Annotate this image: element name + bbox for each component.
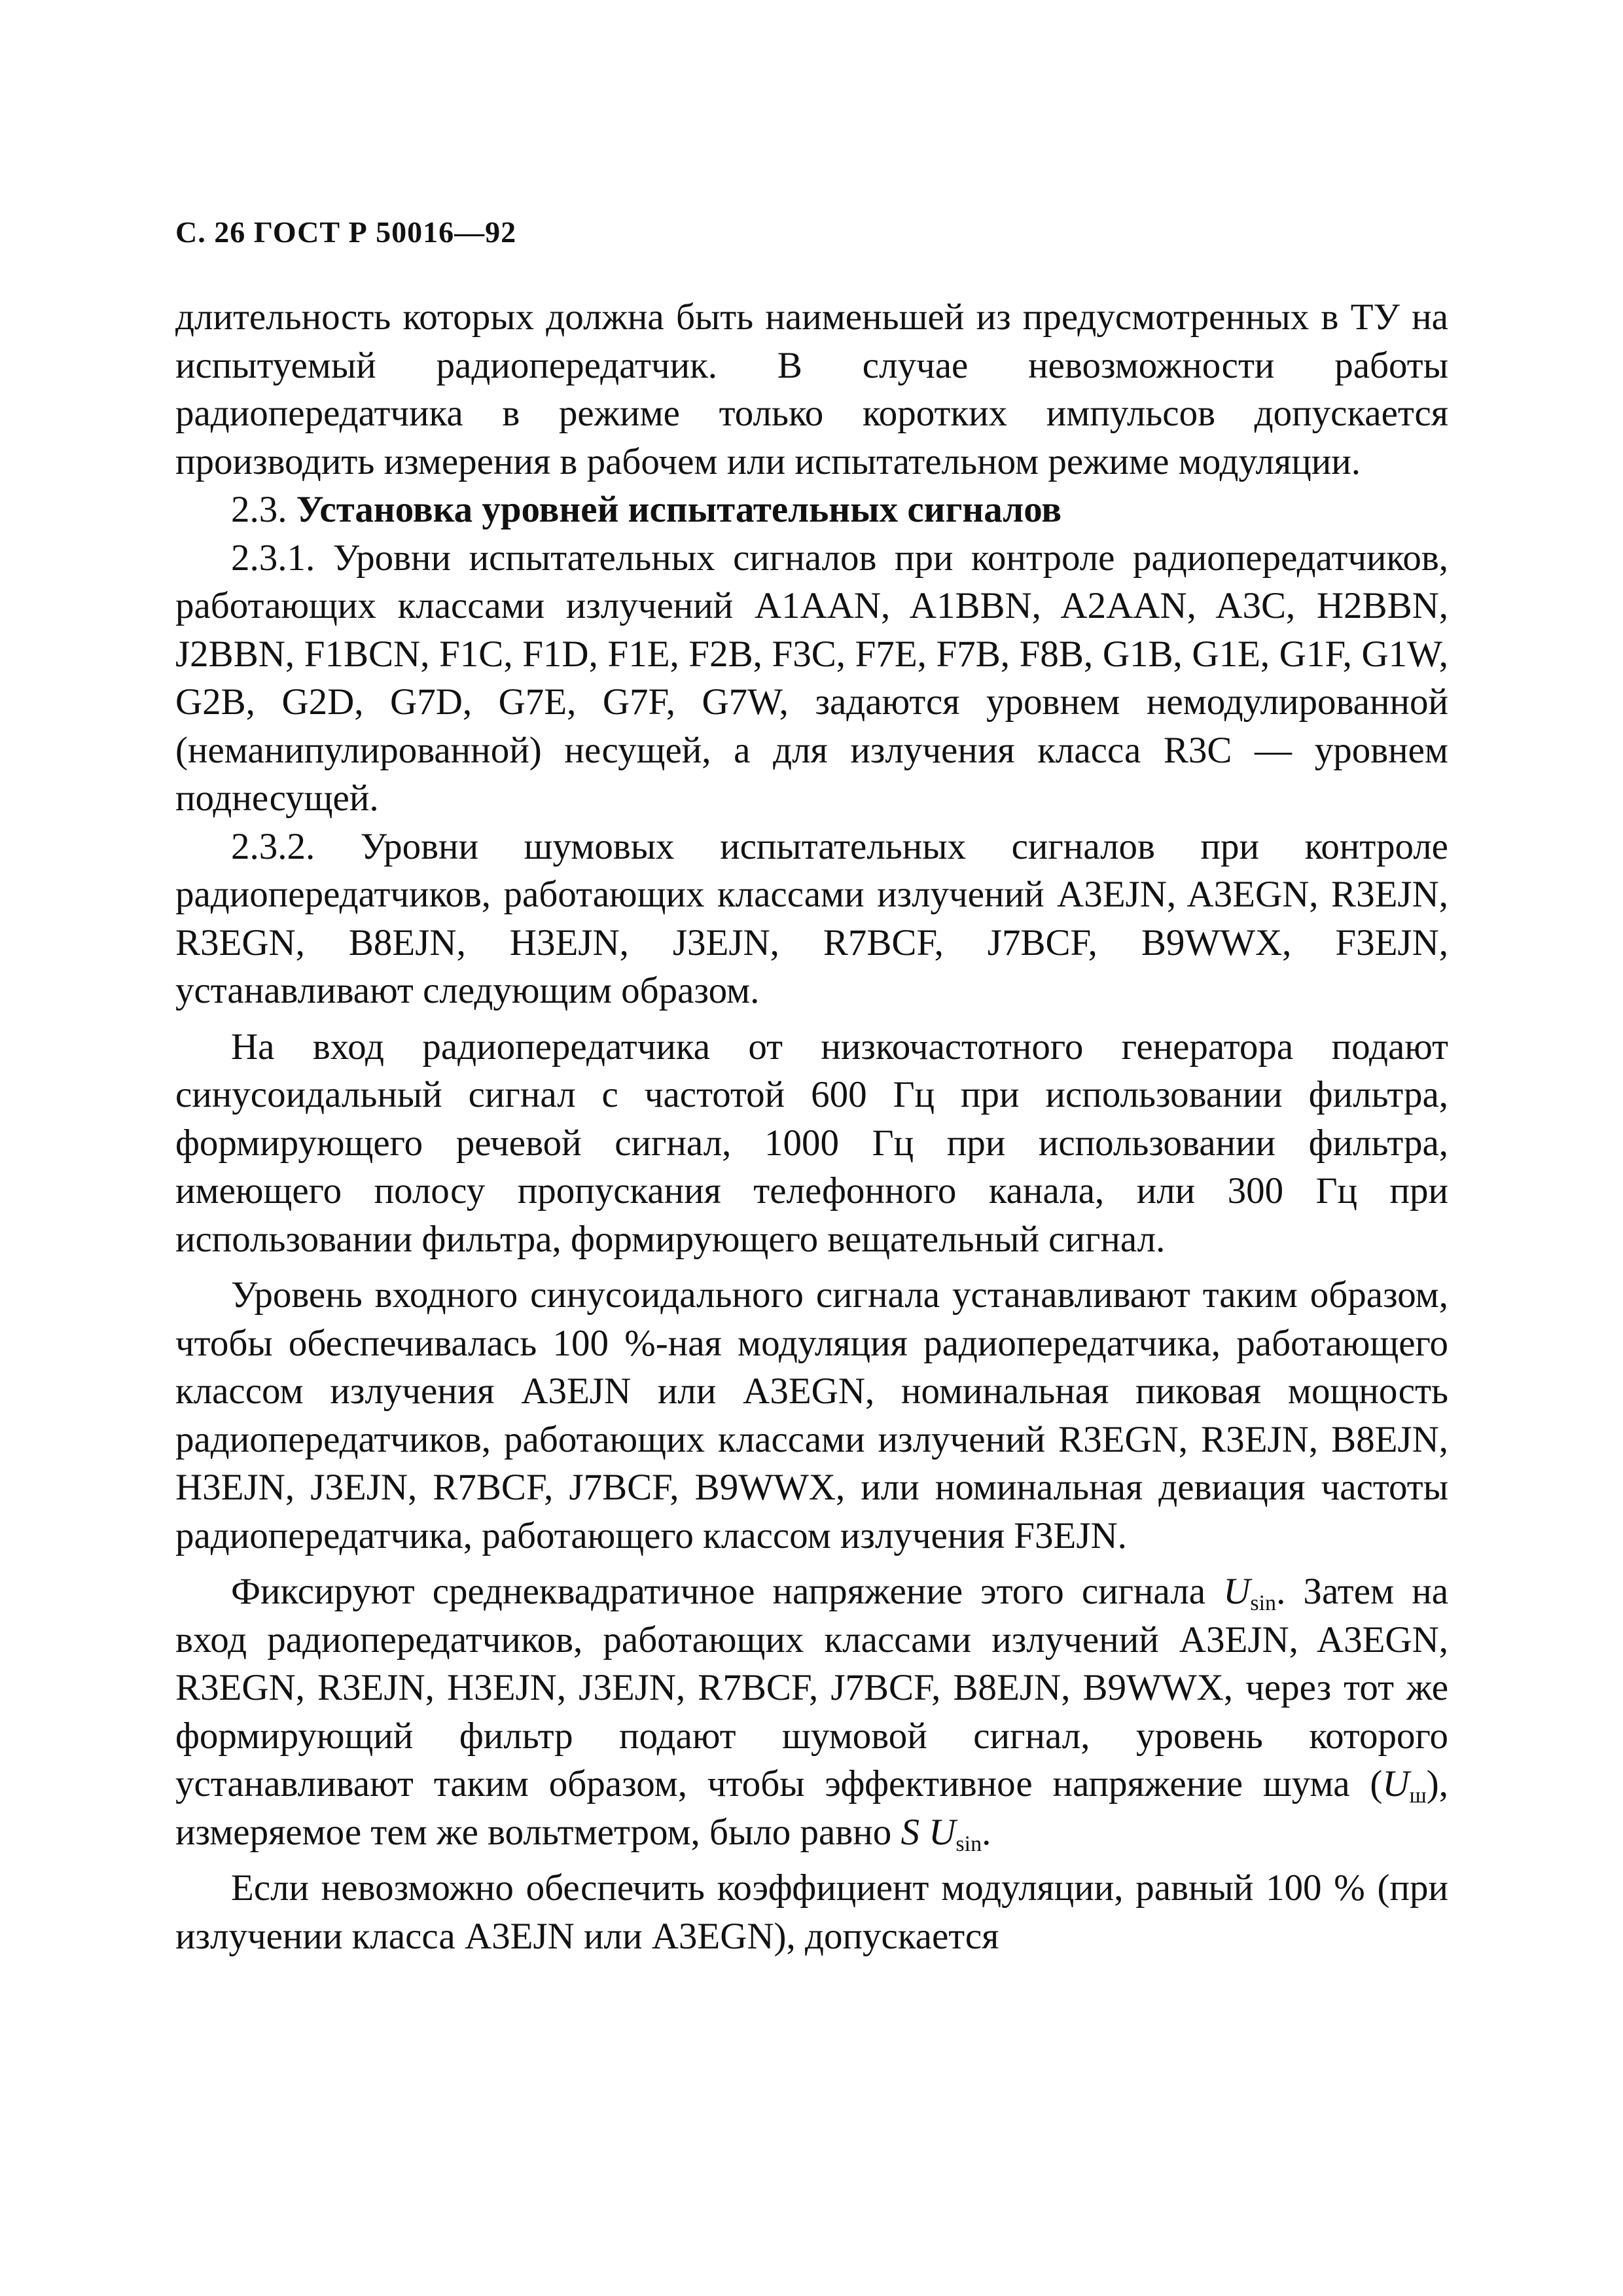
paragraph-signal-level: Уровень входного синусоидального сигнала устанавливают таким образом, чтобы обеспечивалась 100 %-ная модуляция радиопередатчика, работающего классом излучения A3EJN или A3EGN, номинальная пиковая мощность радиопередатчиков, работающих классами излучений R3EGN, R3EJN, B8EJN, H3EJN, J3EJN, R7BCF, J7BCF, B9WWX, или номинальная девиация частоты радиопередатчика, работающего классом излучения F3EJN. bbox=[175, 1274, 1448, 1556]
paragraph-fix-voltage bbox=[175, 1568, 1448, 1856]
paragraph-2-3-1: 2.3.1. Уровни испытательных сигналов при контроле радиопередатчиков, работающих классами излучений A1AAN, A1BBN, A2AAN, A3C, H2BBN, J2BBN, F1BCN, F1C, F1D, F1E, F2B, F3C, F7E, F7B, F8B, G1B, G1E, G1F, G1W, G2B, G2D, G7D, G7E, G7F, G7W, задаются уровнем немодулированной (неманипулированной) несущей, а для излучения класса R3C — уровнем поднесущей. bbox=[175, 537, 1448, 819]
u-symbol: U bbox=[1382, 1763, 1410, 1804]
fix-text-1: Фиксируют среднеквадратичное напряжение этого сигнала bbox=[231, 1571, 1224, 1612]
sh-subscript: ш bbox=[1409, 1784, 1427, 1808]
section-heading bbox=[175, 486, 1448, 534]
paragraph-2-3-2: 2.3.2. Уровни шумовых испытательных сигналов при контроле радиопередатчиков, работающих классами излучений A3EJN, A3EGN, R3EJN, R3EGN, B8EJN, H3EJN, J3EJN, R7BCF, J7BCF, B9WWX, F3EJN, устанавливают следующим образом. bbox=[175, 825, 1448, 1011]
u-symbol: U bbox=[1223, 1571, 1251, 1612]
paragraph-modulation-fallback: Если невозможно обеспечить коэффициент модуляции, равный 100 % (при излучении класса A3EJN или A3EGN), допускается bbox=[175, 1867, 1448, 1957]
section-number: 2.3. bbox=[231, 489, 287, 530]
paragraph-continuation: длительность которых должна быть наименьшей из предусмотренных в ТУ на испытуемый радиопередатчик. В случае невозможности работы радиопередатчика в режиме только коротких импульсов допускается производить измерения в рабочем или испытательном режиме модуляции. bbox=[175, 296, 1448, 482]
fix-text-2: . Затем на вход радиопередатчиков, работающих классами излучений A3EJN, A3EGN, R3EGN, R3EJN, H3EJN, J3EJN, R7BCF, J7BCF, B8EJN, B9WWX, через тот же формирующий фильтр подают шумовой сигнал, уровень которого устанавливают таким образом, чтобы эффективное напряжение шума ( bbox=[175, 1571, 1448, 1804]
paragraph-input-signal: На вход радиопередатчика от низкочастотного генератора подают синусоидальный сигнал с частотой 600 Гц при использовании фильтра, формирующего речевой сигнал, 1000 Гц при использовании фильтра, имеющего полосу пропускания телефонного канала, или 300 Гц при использовании фильтра, формирующего вещательный сигнал. bbox=[175, 1026, 1448, 1260]
section-title: Установка уровней испытательных сигналов bbox=[296, 489, 1062, 530]
fix-text-3: ), измеряемое тем же вольтметром, было равно bbox=[175, 1763, 1448, 1853]
document-body bbox=[175, 293, 1448, 1960]
sin-subscript: sin bbox=[1250, 1591, 1277, 1615]
s-symbol: S bbox=[901, 1811, 919, 1853]
sin-subscript: sin bbox=[955, 1831, 982, 1856]
fix-text-4: . bbox=[982, 1811, 991, 1853]
u-symbol: U bbox=[929, 1811, 956, 1853]
page-header: С. 26 ГОСТ Р 50016—92 bbox=[175, 215, 517, 249]
